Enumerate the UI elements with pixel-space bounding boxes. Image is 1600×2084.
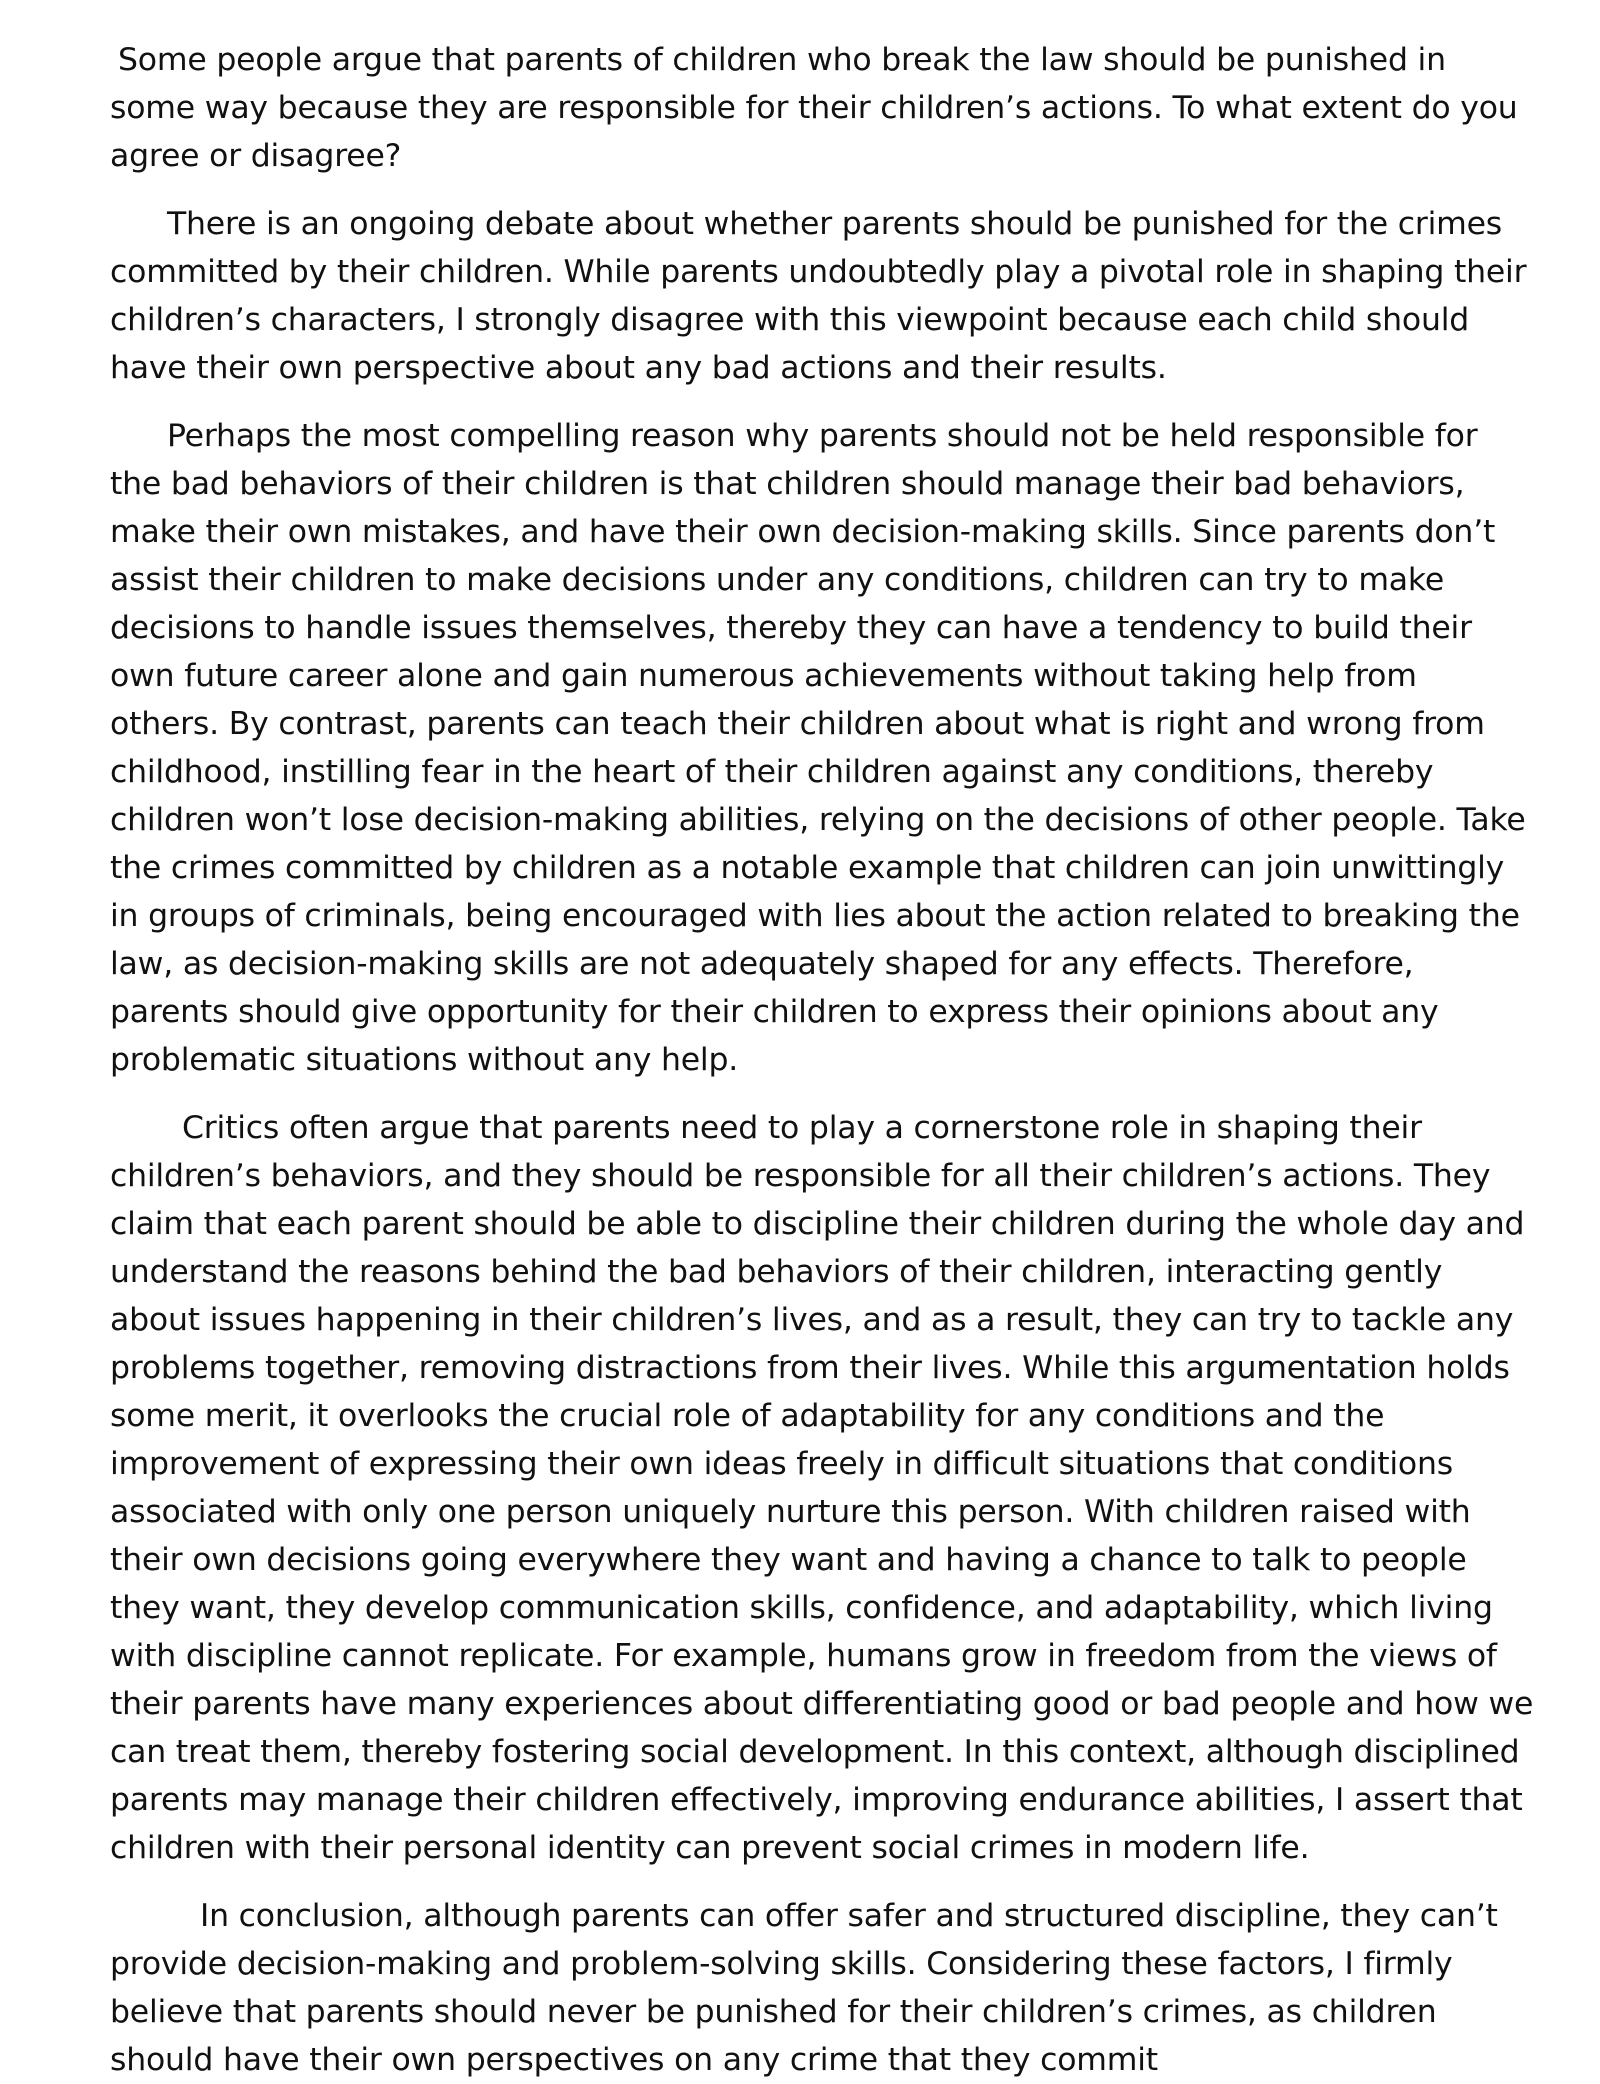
- paragraph-introduction: There is an ongoing debate about whether parents should be punished for the crimes committed by their children. While parents undoubtedly play a pivotal role in shaping their children’s characters, I strongly disagree with this viewpoint because each child should have their own perspective about any bad actions and their results.: [110, 206, 1527, 386]
- essay-page: [110, 36, 1535, 2084]
- paragraph-body-2: Critics often argue that parents need to play a cornerstone role in shaping their children’s behaviors, and they should be responsible for all their children’s actions. They claim that each parent should be able to discipline their children during the whole day and understand the reasons behind the bad behaviors of their children, interacting gently about issues happening in their children’s lives, and as a result, they can try to tackle any problems together, removing distractions from their lives. While this argumentation holds some merit, it overlooks the crucial role of adaptability for any conditions and the improvement of expressing their own ideas freely in difficult situations that conditions associated with only one person uniquely nurture this person. With children raised with their own decisions going everywhere they want and having a chance to talk to people they want, they develop communication skills, confidence, and adaptability, which living with discipline cannot replicate. For example, humans grow in freedom from the views of their parents have many experiences about differentiating good or bad people and how we can treat them, thereby fostering social development. In this context, although disciplined parents may manage their children effectively, improving endurance abilities, I assert that children with their personal identity can prevent social crimes in modern life.: [110, 1110, 1534, 1866]
- paragraph-conclusion: In conclusion, although parents can offer safer and structured discipline, they can’t provide decision-making and problem-solving skills. Considering these factors, I firmly believe that parents should never be punished for their children’s crimes, as children should have their own perspectives on any crime that they commit: [110, 1898, 1498, 2078]
- paragraph-body-1: Perhaps the most compelling reason why parents should not be held responsible for the bad behaviors of their children is that children should manage their bad behaviors, make their own mistakes, and have their own decision-making skills. Since parents don’t assist their children to make decisions under any conditions, children can try to make decisions to handle issues themselves, thereby they can have a tendency to build their own future career alone and gain numerous achievements without taking help from others. By contrast, parents can teach their children about what is right and wrong from childhood, instilling fear in the heart of their children against any conditions, thereby children won’t lose decision-making abilities, relying on the decisions of other people. Take the crimes committed by children as a notable example that children can join unwittingly in groups of criminals, being encouraged with lies about the action related to breaking the law, as decision-making skills are not adequately shaped for any effects. Therefore, parents should give opportunity for their children to express their opinions about any problematic situations without any help.: [110, 418, 1526, 1078]
- essay-prompt: Some people argue that parents of children who break the law should be punished in some way because they are responsible for their children’s actions. To what extent do you agree or disagree?: [110, 42, 1518, 174]
